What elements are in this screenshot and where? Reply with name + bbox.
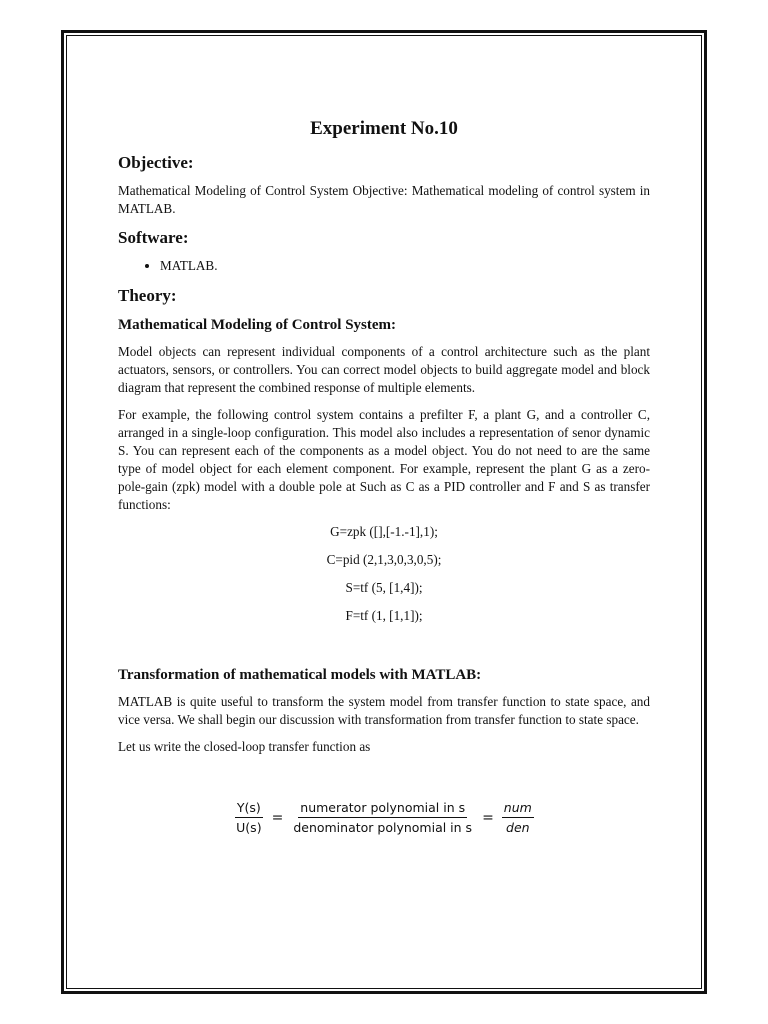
transformation-heading: Transformation of mathematical models with MATLAB: [118, 667, 482, 683]
software-list [118, 257, 650, 275]
code-line-s: S=tf (5, [1,4]); [345, 580, 423, 595]
code-line-g: G=zpk ([],[-1.-1],1); [330, 524, 438, 539]
section-spacer [118, 635, 650, 665]
formula-lhs-fraction [234, 800, 263, 835]
software-item: • MATLAB. [160, 257, 650, 275]
formula-mid-denominator: denominator polynomial in s [293, 820, 473, 835]
formula-lhs-denominator: U(s) [236, 820, 262, 835]
document-body [118, 116, 650, 835]
formula-equals-1: = [271, 809, 284, 826]
software-heading: Software: [118, 228, 189, 247]
formula-rhs-numerator: num [502, 800, 534, 818]
formula-lhs-numerator: Y(s) [235, 800, 263, 818]
formula-rhs-denominator: den [506, 820, 530, 835]
transformation-paragraph-1: MATLAB is quite useful to transform the system model from transfer function to state space, and vice versa. We shall begin our discussion with transformation from transfer function to state space. [118, 694, 650, 727]
objective-heading: Objective: [118, 153, 194, 172]
theory-heading: Theory: [118, 286, 177, 305]
document-title: Experiment No.10 [310, 118, 458, 139]
transformation-paragraph-2: Let us write the closed-loop transfer function as [118, 739, 371, 754]
code-line-c: C=pid (2,1,3,0,3,0,5); [326, 552, 442, 567]
theory-subheading: Mathematical Modeling of Control System: [118, 317, 397, 333]
formula-mid-fraction [291, 800, 474, 835]
formula-rhs-fraction [502, 800, 534, 835]
formula-equals-2: = [482, 809, 494, 826]
code-line-f: F=tf (1, [1,1]); [345, 608, 423, 623]
transfer-function-formula [118, 800, 650, 835]
objective-text: Mathematical Modeling of Control System Objective: Mathematical modeling of control system in MATLAB. [118, 183, 650, 216]
formula-mid-numerator: numerator polynomial in s [298, 800, 467, 818]
theory-paragraph-1: Model objects can represent individual components of a control architecture such as the plant actuators, sensors, or controllers. You can correct model objects to build aggregate model and block diagram that represent the combined response of multiple elements. [118, 344, 650, 395]
theory-paragraph-2: For example, the following control system contains a prefilter F, a plant G, and a controller C, arranged in a single-loop configuration. This model also includes a representation of senor dynamic S. You can represent each of the components as a model object. You do not need to are the same type of model object for each element component. For example, represent the plant G as a zero-pole-gain (zpk) model with a double pole at Such as C as a PID controller and F and S as transfer functions: [118, 407, 650, 512]
